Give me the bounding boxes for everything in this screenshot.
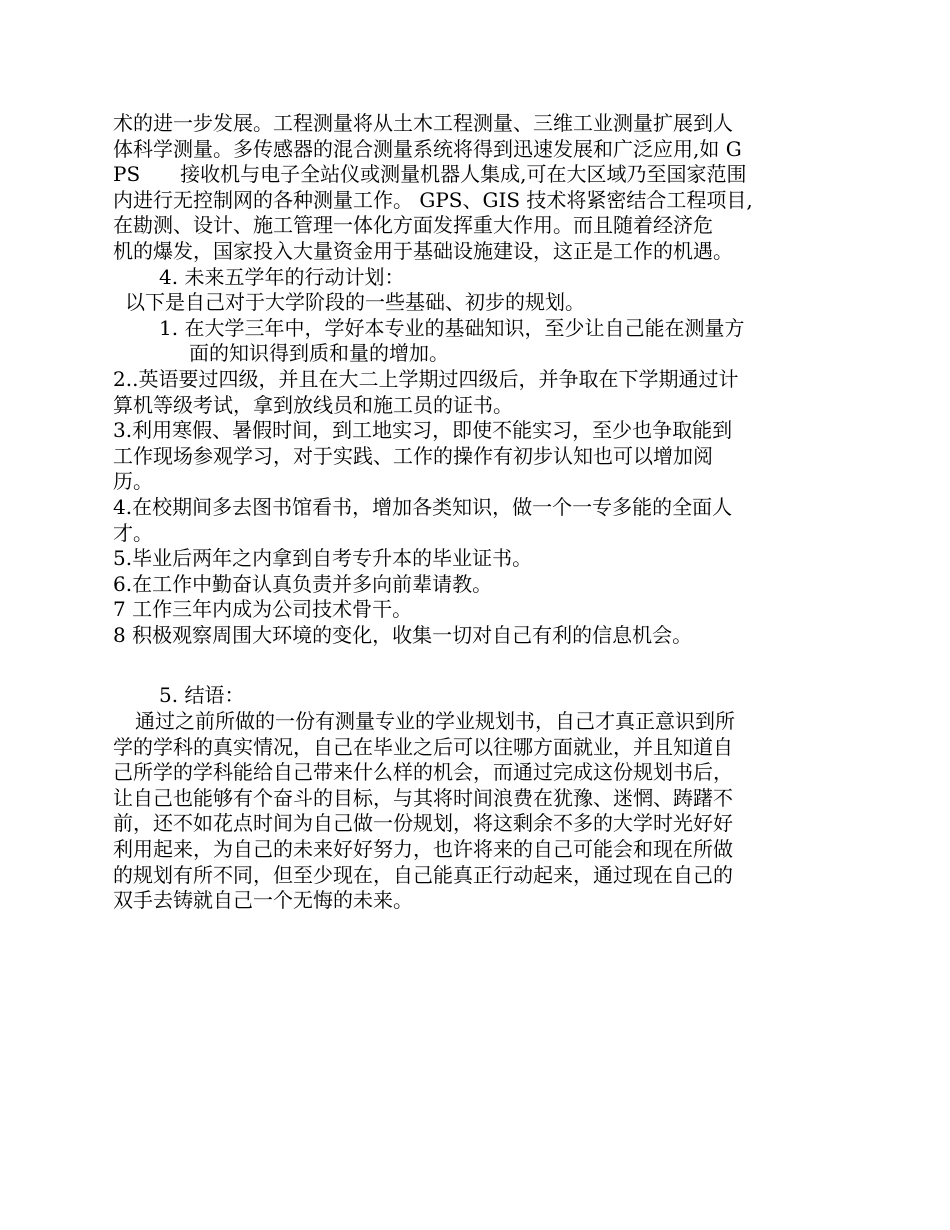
section-5-heading: 5. 结语： — [159, 683, 245, 708]
text-line: 机的爆发，国家投入大量资金用于基础设施建设，这正是工作的机遇。 — [113, 238, 733, 263]
plan-item-line: 6.在工作中勤奋认真负责并多向前辈请教。 — [113, 571, 493, 596]
text-line: 学的学科的真实情况，自己在毕业之后可以往哪方面就业，并且知道自 — [113, 734, 733, 759]
text-line: 利用起来，为自己的未来好好努力，也许将来的自己可能会和现在所做 — [113, 837, 733, 862]
text-line: 前，还不如花点时间为自己做一份规划，将这剩余不多的大学时光好好 — [113, 811, 733, 836]
text-line: 体科学测量。多传感器的混合测量系统将得到迅速发展和广泛应用,如 G — [113, 136, 742, 161]
plan-item-8 — [113, 623, 848, 649]
plan-item-line: 历。 — [113, 469, 153, 494]
text-line: 的规划有所不同，但至少现在，自己能真正行动起来，通过现在自己的 — [113, 862, 733, 887]
document-body — [113, 111, 848, 914]
plan-item-line: 2..英语要过四级，并且在大二上学期过四级后，并争取在下学期通过计 — [113, 366, 739, 391]
conclusion-paragraph — [113, 709, 848, 914]
plan-item-3 — [113, 418, 848, 495]
plan-item-line: 算机等级考试，拿到放线员和施工员的证书。 — [113, 392, 513, 417]
text-line: PS 接收机与电子全站仪或测量机器人集成,可在大区域乃至国家范围 — [113, 162, 747, 187]
plan-item-line: 工作现场参观学习，对于实践、工作的操作有初步认知也可以增加阅 — [113, 443, 713, 468]
section-4-heading: 4. 未来五学年的行动计划： — [159, 264, 405, 289]
plan-item-4 — [113, 495, 848, 546]
paragraph-gap — [113, 648, 848, 683]
text-line: 通过之前所做的一份有测量专业的学业规划书，自己才真正意识到所 — [135, 709, 735, 734]
plan-item-7 — [113, 597, 848, 623]
plan-item-line: 面的知识得到质和量的增加。 — [189, 341, 449, 366]
plan-item-1 — [113, 316, 848, 367]
text-line: 在勘测、设计、施工管理一体化方面发挥重大作用。而且随着经济危 — [113, 213, 713, 238]
text-line: 内进行无控制网的各种测量工作。 GPS、GIS 技术将紧密结合工程项目, — [113, 187, 753, 212]
plan-item-line: 7 工作三年内成为公司技术骨干。 — [113, 597, 413, 622]
text-line: 让自己也能够有个奋斗的目标，与其将时间浪费在犹豫、迷惘、踌躇不 — [113, 785, 733, 810]
section-4-intro: 以下是自己对于大学阶段的一些基础、初步的规划。 — [125, 290, 585, 315]
text-line: 双手去铸就自己一个无悔的未来。 — [113, 888, 413, 913]
plan-item-line: 4.在校期间多去图书馆看书，增加各类知识，做一个一专多能的全面人 — [113, 494, 733, 519]
plan-item-line: 3.利用寒假、暑假时间，到工地实习，即使不能实习，至少也争取能到 — [113, 418, 733, 443]
plan-item-5 — [113, 546, 848, 572]
plan-item-line: 8 积极观察周围大环境的变化，收集一切对自己有利的信息机会。 — [113, 622, 693, 647]
intro-paragraph — [113, 111, 848, 265]
plan-list — [113, 316, 848, 649]
plan-item-line: 才。 — [113, 520, 153, 545]
plan-item-line: 1. 在大学三年中，学好本专业的基础知识，至少让自己能在测量方 — [159, 315, 745, 340]
plan-item-2 — [113, 367, 848, 418]
text-line: 己所学的学科能给自己带来什么样的机会，而通过完成这份规划书后， — [113, 760, 733, 785]
plan-item-6 — [113, 572, 848, 598]
text-line: 术的进一步发展。工程测量将从土木工程测量、三维工业测量扩展到人 — [113, 111, 733, 135]
plan-item-line: 5.毕业后两年之内拿到自考专升本的毕业证书。 — [113, 546, 533, 571]
